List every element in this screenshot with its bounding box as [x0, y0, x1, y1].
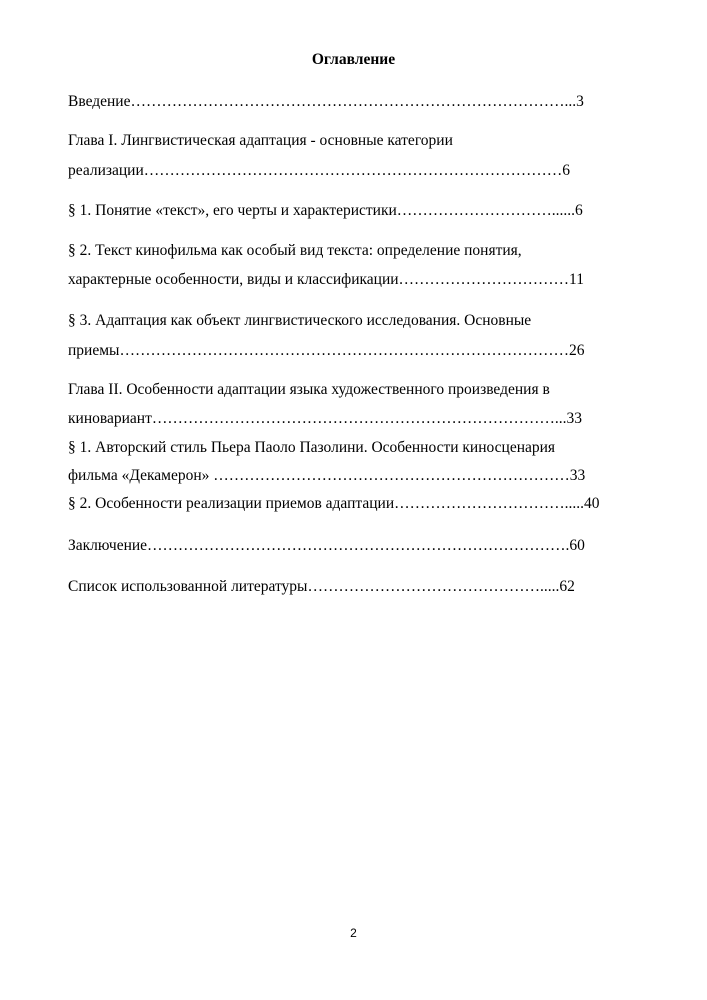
toc-entry-1-2-line-2: характерные особенности, виды и классификации……………………………11 — [68, 271, 584, 288]
toc-entry-1-2-line-1: § 2. Текст кинофильма как особый вид текста: определение понятия, — [68, 242, 522, 259]
toc-entry-chapter-1-line-2: реализации………………………………………………………………………6 — [68, 162, 571, 179]
toc-entry-conclusion: Заключение……………………………………………………………………….60 — [68, 537, 585, 554]
page-number: 2 — [350, 926, 357, 940]
toc-entry-chapter-2-line-1: Глава II. Особенности адаптации языка художественного произведения в — [68, 381, 550, 398]
toc-entry-1-3-line-2: приемы……………………………………………………………………………26 — [68, 342, 585, 359]
toc-entry-chapter-1-line-1: Глава I. Лингвистическая адаптация - основные категории — [68, 132, 453, 149]
toc-entry-2-1-line-1: § 1. Авторский стиль Пьера Паоло Пазолини. Особенности киносценария — [68, 439, 556, 456]
toc-entry-1-1: § 1. Понятие «текст», его черты и характеристики…………………………......6 — [68, 202, 583, 219]
toc-entry-2-2: § 2. Особенности реализации приемов адаптации…………………………….....40 — [68, 495, 600, 512]
toc-entry-bibliography: Список использованной литературы……………………………………….....62 — [68, 578, 575, 595]
toc-entry-chapter-2-line-2: киновариант……………………………………………………………………...33 — [68, 410, 582, 427]
toc-entry-2-1-line-2: фильма «Декамерон» ……………………………………………………………33 — [68, 467, 586, 484]
toc-heading: Оглавление — [311, 51, 396, 68]
toc-entry-introduction: Введение…………………………………………………………………………...3 — [68, 93, 584, 110]
toc-entry-1-3-line-1: § 3. Адаптация как объект лингвистического исследования. Основные — [68, 312, 532, 329]
